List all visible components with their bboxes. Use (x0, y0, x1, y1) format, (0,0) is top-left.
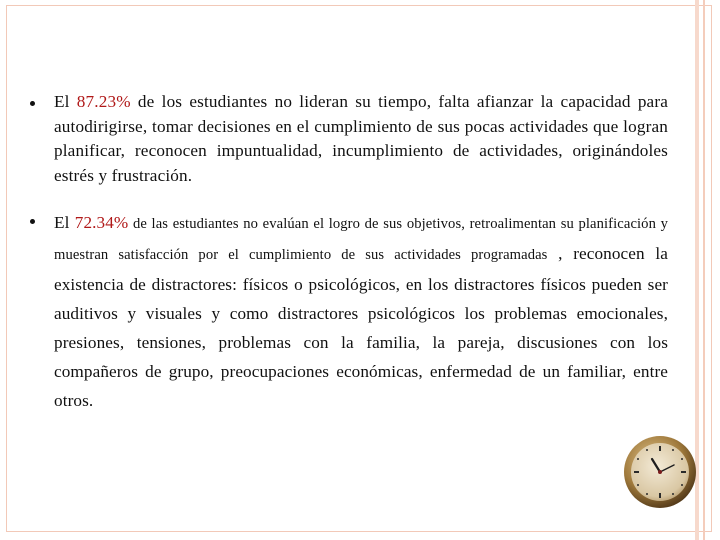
bullet-small-text: de las estudiantes no evalúan el logro de sus objetivos, retroalimentan su planificación y muestran satisfacción por el cumplimiento de sus actividades programadas (54, 216, 668, 263)
bullet-text: de los estudiantes no lideran su tiempo, falta afianzar la capacidad para autodirigirse, tomar decisiones en el cumplimiento de sus pocas actividades que logran planificar, reconocen impuntualidad, incumplimiento de actividades, originándoles estrés y frustración. (54, 92, 668, 185)
bullet-lead: El (54, 92, 77, 111)
bullet-dot-icon (30, 101, 35, 106)
slide-content (28, 90, 668, 415)
decorative-rail-thin (703, 0, 705, 540)
bullet-dot-icon (30, 219, 35, 224)
pocket-watch-icon (622, 433, 698, 509)
bullet-item (28, 208, 668, 415)
bullet-item (28, 90, 668, 188)
percentage-highlight: 72.34% (74, 213, 129, 232)
percentage-highlight: 87.23% (76, 92, 131, 111)
bullet-lead: El (54, 213, 75, 232)
bullet-text: , reconocen la existencia de distractores: físicos o psicológicos, en los distractores físicos pueden ser auditivos y visuales y como distractores psicológicos los problemas emocionales, presiones, tensiones, problemas con la familia, la pareja, discusiones con los compañeros de grupo, preocupaciones económicas, enfermedad de un familiar, entre otros. (54, 244, 668, 410)
